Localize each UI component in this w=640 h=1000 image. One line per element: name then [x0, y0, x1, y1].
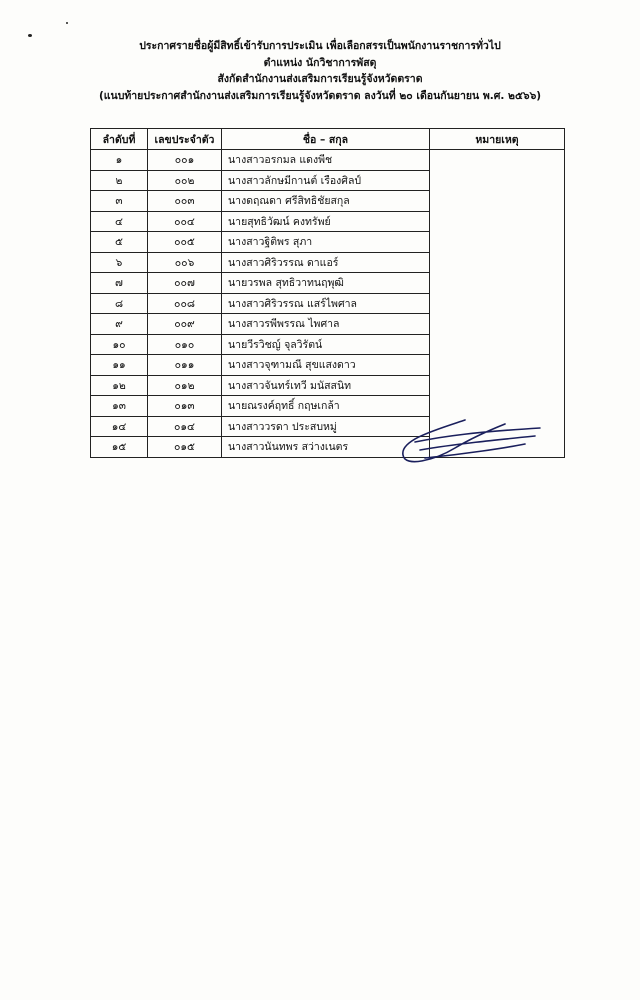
row-name: นางสาวฐิติพร สุภา	[222, 232, 430, 253]
row-name: นางดฤณดา ศรีสิทธิชัยสกุล	[222, 191, 430, 212]
row-remarks	[430, 293, 565, 314]
table-row	[91, 232, 565, 253]
row-name: นางสาวลักษมีกานต์ เรืองศิลป์	[222, 170, 430, 191]
row-order: ๒	[91, 170, 148, 191]
row-name: นายวรพล สุทธิวาทนฤพุฒิ	[222, 273, 430, 294]
table-row	[91, 273, 565, 294]
table-row	[91, 211, 565, 232]
header-order: ลำดับที่	[91, 129, 148, 150]
row-id: ๐๐๗	[148, 273, 222, 294]
row-id: ๐๐๔	[148, 211, 222, 232]
row-id: ๐๐๙	[148, 314, 222, 335]
row-name: นางสาวรพีพรรณ ไพศาล	[222, 314, 430, 335]
row-id: ๐๑๒	[148, 375, 222, 396]
row-id: ๐๑๑	[148, 355, 222, 376]
row-id: ๐๑๐	[148, 334, 222, 355]
row-remarks	[430, 273, 565, 294]
table-row	[91, 375, 565, 396]
row-id: ๐๐๑	[148, 150, 222, 171]
row-id: ๐๑๔	[148, 416, 222, 437]
header-id: เลขประจำตัว	[148, 129, 222, 150]
row-order: ๖	[91, 252, 148, 273]
row-order: ๔	[91, 211, 148, 232]
header-name: ชื่อ – สกุล	[222, 129, 430, 150]
row-remarks	[430, 252, 565, 273]
row-order: ๙	[91, 314, 148, 335]
row-name: นายสุทธิวัฒน์ คงทรัพย์	[222, 211, 430, 232]
row-id: ๐๑๕	[148, 437, 222, 458]
row-remarks	[430, 334, 565, 355]
row-order: ๑๕	[91, 437, 148, 458]
header-title: ประกาศรายชื่อผู้มีสิทธิ์เข้ารับการประเมิน เพื่อเลือกสรรเป็นพนักงานราชการทั่วไป	[139, 40, 501, 52]
row-order: ๘	[91, 293, 148, 314]
row-name: นางสาวอรกมล แดงพีช	[222, 150, 430, 171]
row-name: นางสาววรดา ประสบหมู่	[222, 416, 430, 437]
row-order: ๑๔	[91, 416, 148, 437]
row-name: นางสาวศิริวรรณ แสร์ไพศาล	[222, 293, 430, 314]
row-id: ๐๐๓	[148, 191, 222, 212]
scan-speck	[66, 22, 68, 24]
row-id: ๐๐๘	[148, 293, 222, 314]
table-row	[91, 170, 565, 191]
row-name: นายณรงค์ฤทธิ์ กฤษเกล้า	[222, 396, 430, 417]
row-id: ๐๑๓	[148, 396, 222, 417]
row-remarks	[430, 314, 565, 335]
table-row	[91, 334, 565, 355]
row-order: ๑๓	[91, 396, 148, 417]
row-remarks	[430, 211, 565, 232]
row-order: ๑๑	[91, 355, 148, 376]
row-id: ๐๐๒	[148, 170, 222, 191]
row-order: ๓	[91, 191, 148, 212]
header-position: ตำแหน่ง นักวิชาการพัสดุ	[263, 56, 377, 69]
row-remarks	[430, 232, 565, 253]
table-row	[91, 314, 565, 335]
row-name: นางสาวจันทร์เทวี มนัสสนิท	[222, 375, 430, 396]
document-header	[0, 38, 640, 104]
table-row	[91, 150, 565, 171]
row-id: ๐๐๖	[148, 252, 222, 273]
table-row	[91, 252, 565, 273]
row-id: ๐๐๕	[148, 232, 222, 253]
row-remarks	[430, 150, 565, 171]
row-name: นายวีรวิชญ์ จุลวิรัตน์	[222, 334, 430, 355]
row-order: ๕	[91, 232, 148, 253]
table-row	[91, 293, 565, 314]
row-name: นางสาวนันทพร สว่างเนตร	[222, 437, 430, 458]
row-order: ๗	[91, 273, 148, 294]
row-order: ๑	[91, 150, 148, 171]
row-name: นางสาวศิริวรรณ ดาแอร์	[222, 252, 430, 273]
row-remarks	[430, 355, 565, 376]
row-name: นางสาวจุฑามณี สุขแสงดาว	[222, 355, 430, 376]
row-order: ๑๒	[91, 375, 148, 396]
scan-speck	[28, 34, 32, 37]
row-remarks	[430, 170, 565, 191]
table-row	[91, 355, 565, 376]
row-order: ๑๐	[91, 334, 148, 355]
table-row	[91, 191, 565, 212]
row-remarks	[430, 375, 565, 396]
header-office: สังกัดสำนักงานส่งเสริมการเรียนรู้จังหวัดตราด	[217, 73, 423, 85]
candidate-table	[90, 128, 565, 458]
header-attachment-note: (แนบท้ายประกาศสำนักงานส่งเสริมการเรียนรู้จังหวัดตราด ลงวันที่ ๒๐ เดือนกันยายน พ.ศ. ๒๕๖๖)	[98, 89, 542, 102]
signature-mark	[395, 410, 545, 480]
table-header-row	[91, 129, 565, 150]
row-remarks	[430, 191, 565, 212]
header-remarks: หมายเหตุ	[430, 129, 565, 150]
